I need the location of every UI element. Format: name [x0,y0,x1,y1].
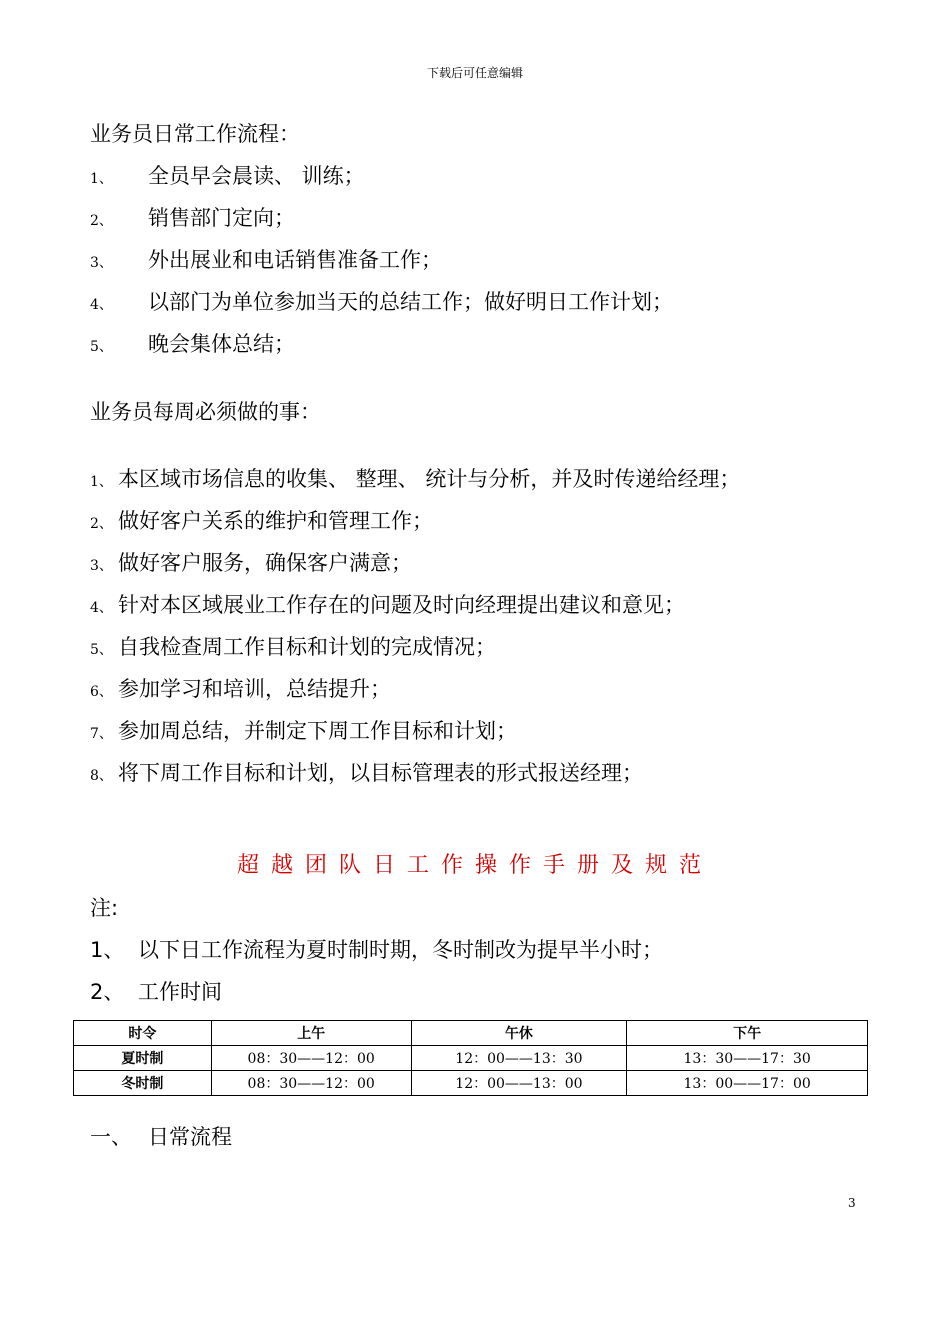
item-number: 4、 [90,297,113,313]
item-text: 外出展业和电话销售准备工作； [148,248,442,272]
item-text: 工作时间 [138,980,222,1004]
item-text: 本区域市场信息的收集、 整理、 统计与分析，并及时传递给经理； [118,467,741,491]
work-schedule-table [73,1020,868,1096]
weekly-item [90,757,643,787]
item-text: 参加周总结，并制定下周工作目标和计划； [118,719,517,743]
item-number: 2、 [90,516,113,532]
weekly-tasks-title: 业务员每周必须做的事： [90,400,321,424]
item-text: 将下周工作目标和计划，以目标管理表的形式报送经理； [118,761,643,785]
afternoon-cell: 13：30——17：30 [627,1046,868,1071]
item-text: 晚会集体总结； [148,332,295,356]
season-cell: 夏时制 [74,1046,212,1071]
item-number: 1、 [90,938,125,962]
daily-item [90,286,673,316]
item-text: 做好客户服务，确保客户满意； [118,551,412,575]
section-one-heading [90,1121,232,1151]
item-number: 2、 [90,980,125,1004]
weekly-item [90,673,391,703]
item-text: 针对本区域展业工作存在的问题及时向经理提出建议和意见； [118,593,685,617]
daily-item [90,202,295,232]
noon-cell: 12：00——13：00 [411,1071,627,1096]
note-item [90,976,222,1006]
table-header-row [74,1021,868,1046]
weekly-item [90,505,433,535]
manual-title: 超越团队日工作操作手册及规范 [236,853,713,878]
daily-workflow-title: 业务员日常工作流程： [90,122,300,146]
item-number: 8、 [90,768,113,784]
item-text: 以下日工作流程为夏时制时期，冬时制改为提早半小时； [138,938,663,962]
weekly-item [90,715,517,745]
item-number: 2、 [90,213,113,229]
column-header: 午休 [411,1021,627,1046]
daily-item [90,328,295,358]
item-number: 1、 [90,474,113,490]
item-number: 3、 [90,558,113,574]
column-header: 上午 [211,1021,411,1046]
weekly-item [90,463,740,493]
morning-cell: 08：30——12：00 [211,1046,411,1071]
season-cell: 冬时制 [74,1071,212,1096]
weekly-item [90,631,496,661]
item-number: 6、 [90,684,113,700]
item-text: 以部门为单位参加当天的总结工作；做好明日工作计划； [148,290,673,314]
column-header: 下午 [627,1021,868,1046]
weekly-item [90,547,412,577]
afternoon-cell: 13：00——17：00 [627,1071,868,1096]
noon-cell: 12：00——13：30 [411,1046,627,1071]
table-row [74,1046,868,1071]
section-text: 日常流程 [148,1125,232,1149]
item-text: 参加学习和培训，总结提升； [118,677,391,701]
item-number: 7、 [90,726,113,742]
item-number: 5、 [90,339,113,355]
page-header: 下载后可任意编辑 [426,66,523,80]
table-row [74,1071,868,1096]
weekly-item [90,589,685,619]
daily-item [90,244,442,274]
section-number: 一、 [90,1125,132,1149]
item-text: 全员早会晨读、 训练； [148,164,365,188]
column-header: 时令 [74,1021,212,1046]
note-item [90,934,663,964]
item-number: 5、 [90,642,113,658]
daily-item [90,160,365,190]
item-number: 1、 [90,171,113,187]
item-text: 销售部门定向； [148,206,295,230]
item-text: 自我检查周工作目标和计划的完成情况； [118,635,496,659]
item-text: 做好客户关系的维护和管理工作； [118,509,433,533]
page-number: 3 [848,1196,856,1210]
note-label: 注: [90,896,119,920]
morning-cell: 08：30——12：00 [211,1071,411,1096]
item-number: 3、 [90,255,113,271]
item-number: 4、 [90,600,113,616]
